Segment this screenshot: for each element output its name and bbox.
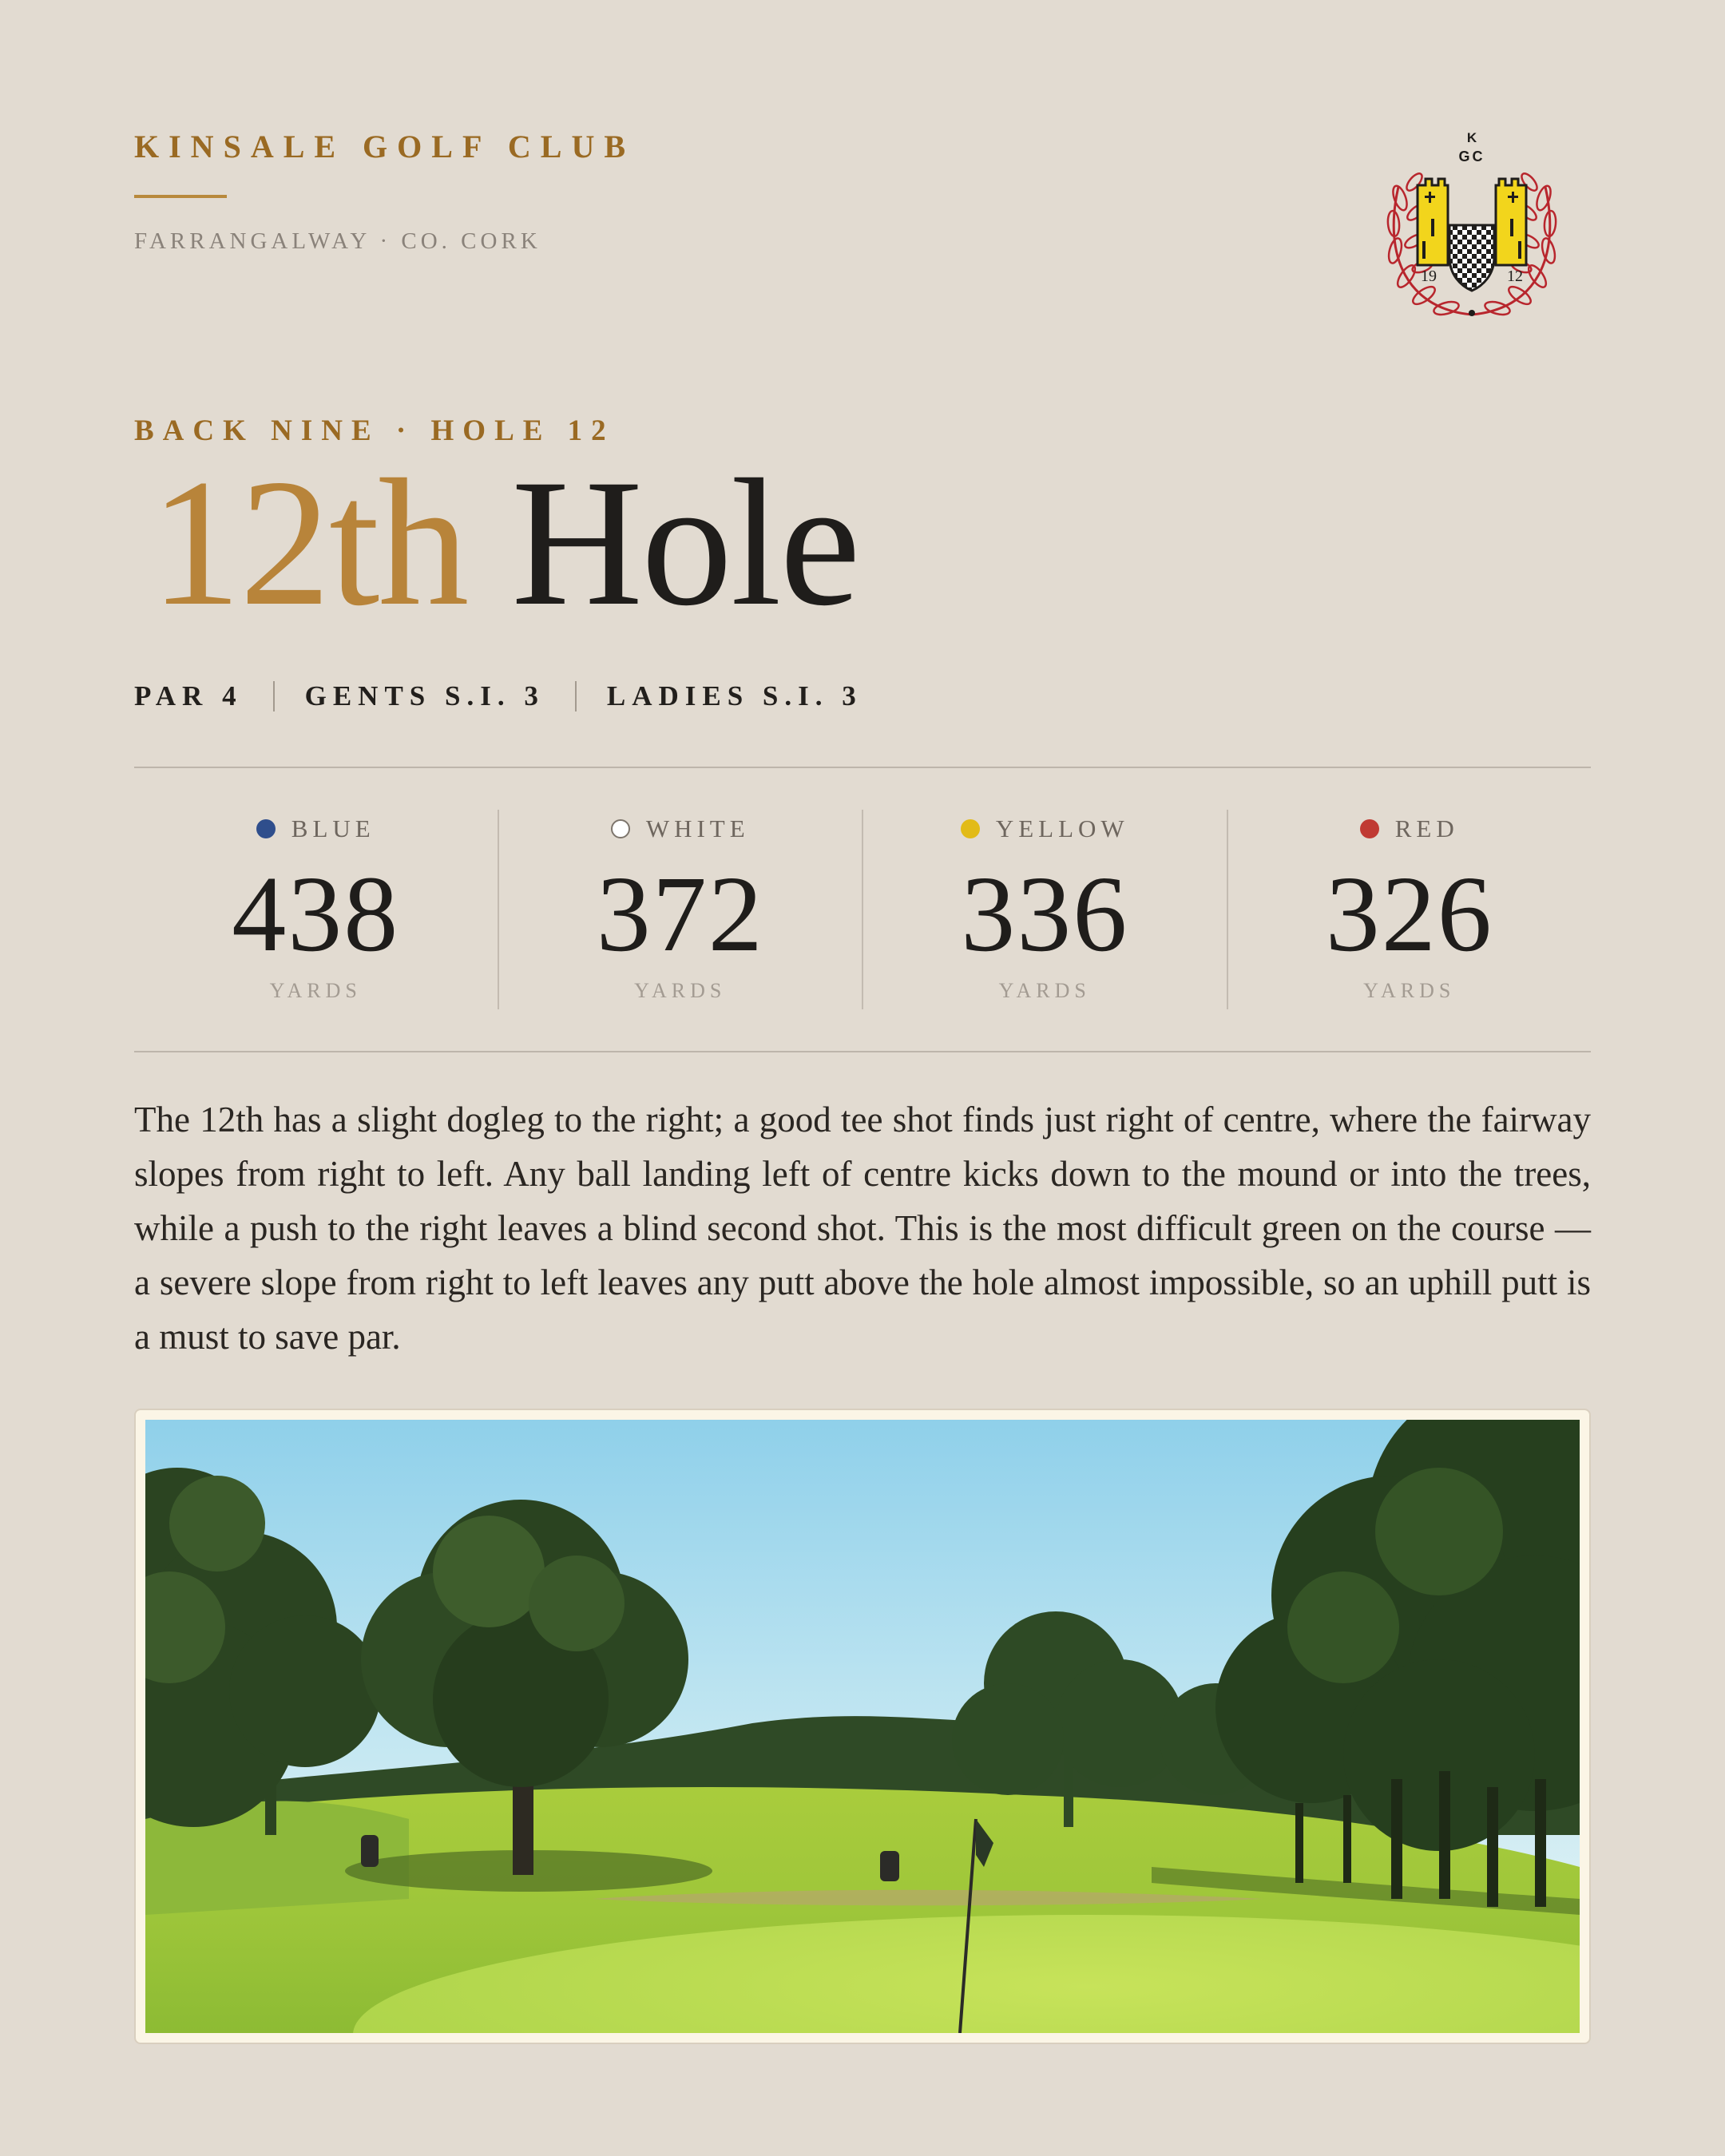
tee-yellow (862, 810, 1227, 1009)
tee-yards: 372 (596, 854, 764, 974)
club-name-rule (134, 195, 227, 198)
tee-yards: 438 (232, 854, 400, 974)
meta-divider (575, 681, 577, 711)
par-label: PAR 4 (134, 680, 243, 711)
tee-blue (134, 810, 498, 1009)
tee-name: YELLOW (995, 814, 1129, 842)
tee-name: WHITE (645, 814, 750, 842)
club-name: KINSALE GOLF CLUB (134, 129, 636, 164)
hole-photo-frame (134, 1409, 1591, 2044)
meta-divider (273, 681, 275, 711)
tee-unit: YARDS (1363, 979, 1456, 1002)
tee-color-dot (256, 819, 276, 838)
hole-description: The 12th has a slight dogleg to the right; a good tee shot finds just right of centre, where the fairway slopes from right to left. Any ball landing left of centre kicks down to the mound or into the trees, while a push to the right leaves a blind second shot. This is the most difficult green on the course — a severe slope from right to left leaves any putt above the hole almost impossible, so an uphill putt is a must to save par. (134, 1100, 1591, 1357)
tee-unit: YARDS (269, 979, 362, 1002)
hole-guide-page (134, 0, 1591, 2156)
tee-yards: 336 (961, 854, 1129, 974)
crest-letter-k: K (1466, 130, 1477, 145)
page-title (150, 442, 859, 644)
tee-unit: YARDS (634, 979, 727, 1002)
hole-meta (134, 680, 862, 712)
tee-color-dot (611, 819, 630, 838)
title-hole-number: 12th (150, 442, 468, 644)
club-crest-logo (1376, 129, 1568, 327)
tee-name: RED (1394, 814, 1459, 842)
hole-photo (145, 1420, 1580, 2033)
club-location: FARRANGALWAY · CO. CORK (134, 228, 541, 254)
tees-top-rule (134, 767, 1591, 768)
tee-name: BLUE (291, 814, 375, 842)
tee-yards: 326 (1325, 854, 1493, 974)
tees-bottom-rule (134, 1051, 1591, 1052)
tee-color-dot (1360, 819, 1379, 838)
title-hole-word: Hole (511, 442, 859, 644)
crest-letters-gc: GC (1458, 149, 1485, 164)
tee-color-dot (961, 819, 980, 838)
ladies-stroke-index: LADIES S.I. 3 (606, 680, 862, 711)
tee-unit: YARDS (998, 979, 1091, 1002)
tee-white (498, 810, 862, 1009)
crest-year-left: 19 (1421, 268, 1437, 285)
crest-year-right: 12 (1507, 268, 1523, 285)
tee-yardages (134, 810, 1591, 1009)
section-eyebrow: BACK NINE · HOLE 12 (134, 414, 615, 447)
gents-stroke-index: GENTS S.I. 3 (304, 680, 545, 711)
tee-red (1227, 810, 1592, 1009)
